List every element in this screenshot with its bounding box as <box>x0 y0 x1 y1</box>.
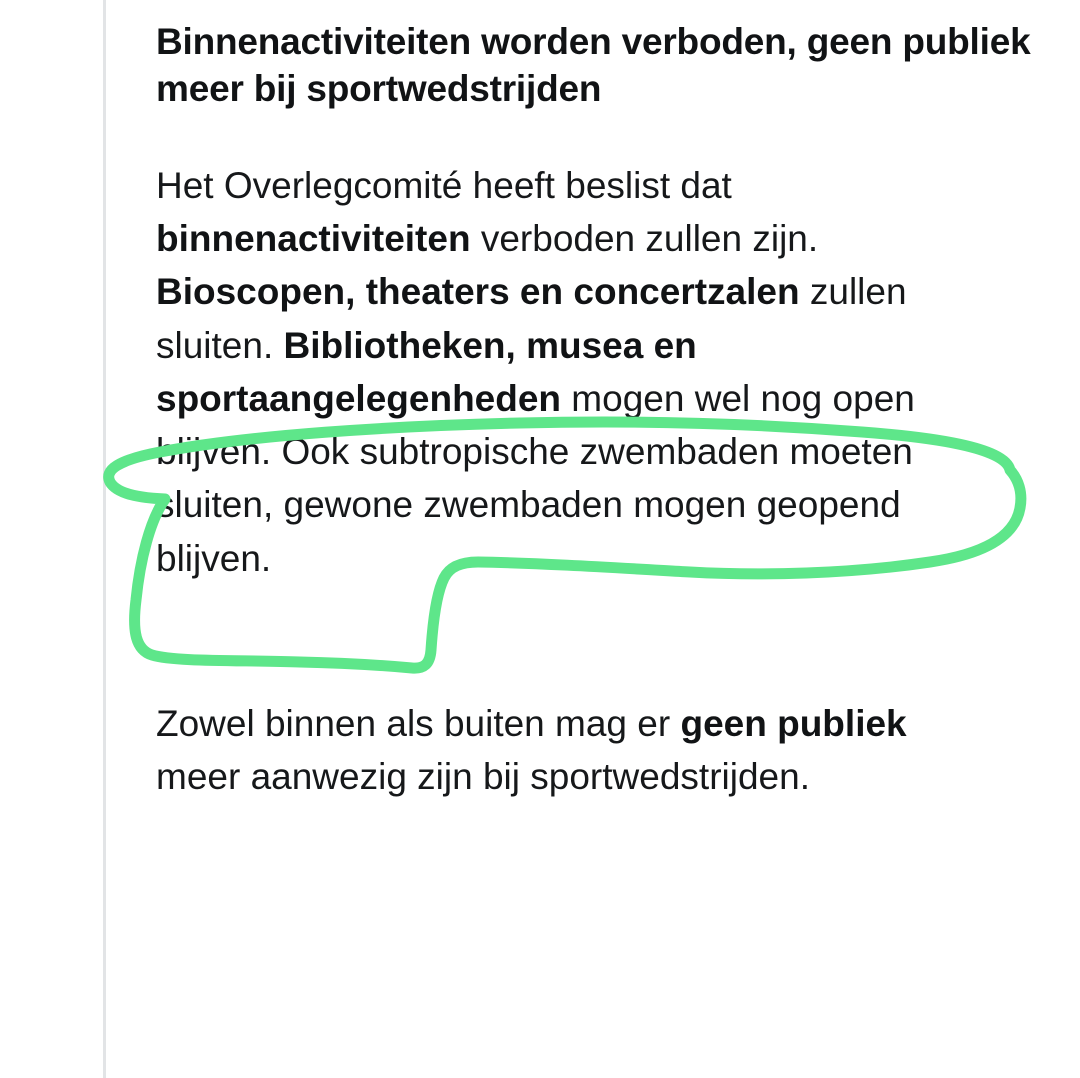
page-title: Binnenactiviteiten worden verboden, geen publiek meer bij sportwedstrijden <box>156 21 1031 110</box>
body-text: verboden zullen zijn. <box>470 217 819 259</box>
body-text: mogen wel nog open blijven. Ook subtropische zwembaden moeten sluiten, gewone zwembaden mogen geopend blijven. <box>156 377 915 579</box>
article-content <box>156 0 1036 803</box>
body-text: zullen sluiten. <box>156 271 907 366</box>
body-text: Zowel binnen als buiten mag er <box>156 702 681 744</box>
left-margin-rule <box>103 0 106 1078</box>
emphasis-text: geen publiek <box>680 702 907 744</box>
emphasis-text: Bibliotheken, musea en sportaangelegenheden <box>156 324 697 419</box>
paragraph-1 <box>156 113 996 585</box>
body-text: meer aanwezig zijn bij sportwedstrijden. <box>156 756 810 798</box>
emphasis-text: Bioscopen, theaters en concertzalen <box>156 271 800 313</box>
emphasis-text: binnenactiviteiten <box>156 217 471 259</box>
paragraph-2 <box>156 585 996 804</box>
body-text: Het Overlegcomité heeft beslist dat <box>156 164 732 206</box>
